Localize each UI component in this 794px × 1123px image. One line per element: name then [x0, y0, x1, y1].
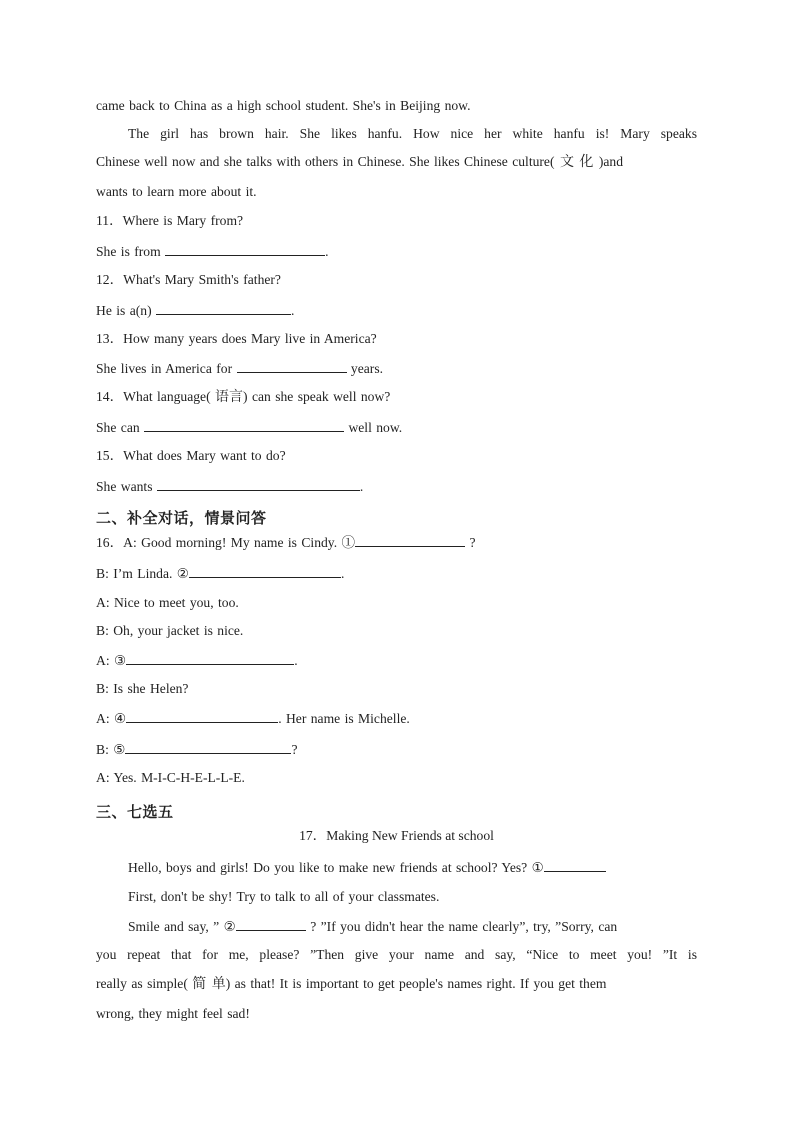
passage-line: wrong, they might feel sad!	[96, 1006, 250, 1021]
answer-blank[interactable]	[157, 476, 360, 491]
passage-blank[interactable]	[544, 857, 606, 872]
dialog-line: B: ⑤ ?	[96, 739, 697, 760]
passage-line: First, don't be shy! Try to talk to all of your classmates.	[128, 889, 440, 904]
answer-blank[interactable]	[156, 300, 291, 315]
answer-blank[interactable]	[144, 417, 344, 432]
passage-line: you repeat that for me, please? ”Then give your name and say, “Nice to meet you! ”It is	[96, 947, 697, 962]
passage-title: 17．Making New Friends at school	[299, 828, 494, 843]
passage-line: Hello, boys and girls! Do you like to make new friends at school? Yes? ①	[128, 857, 697, 878]
dialog-line: B: I’m Linda. ② .	[96, 563, 697, 584]
question-15: 15．What does Mary want to do?	[96, 448, 286, 463]
passage-line: wants to learn more about it.	[96, 184, 257, 199]
dialog-blank[interactable]	[355, 532, 465, 547]
passage-line: The girl has brown hair. She likes hanfu. How nice her white hanfu is! Mary speaks	[128, 126, 697, 141]
dialog-line: B: Oh, your jacket is nice.	[96, 623, 244, 638]
dialog-line: A: Nice to meet you, too.	[96, 595, 239, 610]
passage-line: really as simple( 简 单) as that! It is important to get people's names right. If you get them	[96, 976, 607, 992]
passage-line: came back to China as a high school student. She's in Beijing now.	[96, 98, 471, 113]
dialog-line: A: ④ . Her name is Michelle.	[96, 708, 697, 729]
answer-blank[interactable]	[237, 358, 347, 373]
answer-13: She lives in America for years.	[96, 358, 697, 379]
dialog-blank[interactable]	[126, 708, 278, 723]
dialog-line: 16．A: Good morning! My name is Cindy. ① ?	[96, 532, 697, 553]
chinese-gloss: 文 化	[554, 154, 599, 170]
answer-14: She can well now.	[96, 417, 697, 438]
dialog-line: B: Is she Helen?	[96, 681, 189, 696]
answer-11: She is from .	[96, 241, 697, 262]
passage-text: )and	[598, 154, 624, 169]
answer-15: She wants .	[96, 476, 697, 497]
section-heading: 二、补全对话，情景问答	[96, 509, 267, 527]
question-12: 12．What's Mary Smith's father?	[96, 272, 281, 287]
chinese-gloss: 语言	[215, 389, 244, 405]
dialog-line: A: Yes. M-I-C-H-E-L-L-E.	[96, 770, 245, 785]
passage-line: Smile and say, ” ② ? ”If you didn't hear the name clearly”, try, ”Sorry, can	[128, 916, 697, 937]
question-14: 14．What language( 语言) can she speak well now?	[96, 389, 391, 405]
section-heading: 三、七选五	[96, 803, 174, 821]
dialog-blank[interactable]	[189, 563, 341, 578]
dialog-blank[interactable]	[126, 650, 294, 665]
passage-line	[96, 152, 697, 172]
chinese-gloss: 简 单	[192, 976, 226, 992]
question-13: 13．How many years does Mary live in America?	[96, 331, 377, 346]
passage-blank[interactable]	[236, 916, 306, 931]
passage-text: Chinese well now and she talks with others in Chinese. She likes Chinese culture(	[96, 154, 555, 169]
answer-blank[interactable]	[165, 241, 325, 256]
dialog-blank[interactable]	[125, 739, 291, 754]
dialog-line: A: ③ .	[96, 650, 697, 671]
answer-12: He is a(n) .	[96, 300, 697, 321]
question-11: 11．Where is Mary from?	[96, 213, 244, 228]
